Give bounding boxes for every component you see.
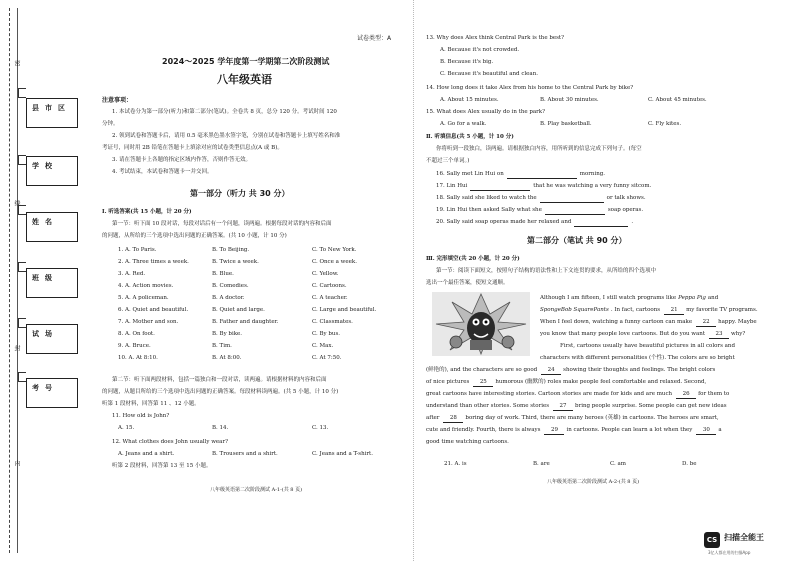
- option[interactable]: 9. A. Bruce.: [118, 343, 151, 349]
- passage-text: good time watching cartoons.: [426, 439, 509, 445]
- option[interactable]: A. Jeans and a shirt.: [118, 451, 175, 457]
- option[interactable]: C. Jeans and a T-shirt.: [312, 451, 374, 457]
- option[interactable]: B. Twice a week.: [212, 259, 259, 265]
- question-11: 11. How old is John?: [112, 413, 170, 419]
- passage-text: showing their thoughts and feelings. The bright colors: [563, 367, 716, 373]
- passage-text: First, cartoons usually have beautiful pictures in all colors and: [560, 343, 735, 349]
- question-text: 20. Sally said soap operas made her relaxed and: [436, 219, 572, 225]
- question-12: 12. What clothes does John usually wear?: [112, 439, 229, 445]
- section2-intro: 第二节：听下面两段材料，包括一篇独白和一段对话，读两遍。请根据材料的内容和后面: [112, 377, 327, 383]
- section3-intro: 第一节：阅读下面短文，按照句子结构的语法性和上下文连贯的要求，从所给的四个选项中: [436, 268, 657, 274]
- seal-char: 内: [13, 460, 20, 466]
- answer-blank[interactable]: [545, 208, 605, 215]
- question-text: morning.: [579, 171, 606, 177]
- passage-text: after: [426, 415, 440, 421]
- section3-intro: 选出一个最佳答案，使短文通顺。: [426, 280, 509, 286]
- question-text: 19. Lin Hui then asked Sally what she: [436, 207, 542, 213]
- passage-text: characters with different personalities (个性). The colors are so bright: [540, 355, 735, 361]
- passage-line: [426, 392, 731, 399]
- section2-title: Ⅱ. 听填信息(共 5 小题，计 10 分): [426, 134, 514, 140]
- section1-intro: 的问题，从所给的三个选项中选出问题的正确答案。(共 10 小题，计 10 分): [102, 233, 287, 239]
- option[interactable]: D. be: [682, 461, 697, 467]
- passage-text: (鲜艳的), and the characters are so good: [426, 367, 538, 373]
- option[interactable]: 6. A. Quiet and beautiful.: [118, 307, 189, 313]
- option[interactable]: C. By bus.: [312, 331, 341, 337]
- question-text: 16. Sally met Lin Hui on: [436, 171, 504, 177]
- passage-line: [540, 356, 737, 362]
- option[interactable]: B. Quiet and large.: [212, 307, 265, 313]
- q13-15-lead: 听第 2 段材料，回答第 13 至 15 小题。: [112, 463, 212, 469]
- option[interactable]: C. Cartoons.: [312, 283, 347, 289]
- field-label-school: 学校: [32, 162, 58, 170]
- option[interactable]: C. am: [610, 461, 627, 467]
- option[interactable]: B. Trousers and a shirt.: [212, 451, 278, 457]
- option[interactable]: 5. A. A policeman.: [118, 295, 169, 301]
- field-label-county: 县市区: [32, 104, 71, 112]
- option[interactable]: 3. A. Red.: [118, 271, 146, 277]
- option[interactable]: 7. A. Mother and son.: [118, 319, 179, 325]
- passage-text: . In fact, cartoons: [610, 307, 661, 313]
- option[interactable]: 1. A. To Paris.: [118, 247, 157, 253]
- passage-line: [426, 428, 724, 435]
- bracket: [18, 262, 26, 272]
- option[interactable]: B. By bike.: [212, 331, 243, 337]
- section3-title: Ⅲ. 完形填空(共 20 小题，计 20 分): [426, 256, 520, 262]
- passage-text: humorous (幽默的) roles make people feel comfortable and relaxed. Second,: [495, 379, 707, 385]
- note-line: 分钟。: [102, 121, 119, 127]
- option[interactable]: A. 15.: [118, 425, 135, 431]
- fill-in-question: [436, 220, 633, 227]
- answer-blank[interactable]: [507, 172, 577, 179]
- subject-title: 八年级英语: [217, 73, 272, 86]
- section2-intro: 的问题，从题目所给的三个选项中选出问题的正确答案。每段材料读两遍。(共 5 小题，计 10 分): [102, 389, 339, 395]
- question-text: 18. Sally said she liked to watch the: [436, 195, 537, 201]
- page-footer: 八年级英语第二次阶段测试 A-2-(共 8 页): [547, 479, 640, 485]
- section2-intro: 你将听到一段独白，读两遍。请根据独白内容，用所听到的信息完成下列句子。(每空: [436, 146, 642, 152]
- answer-blank[interactable]: [574, 220, 628, 227]
- passage-line: [426, 380, 708, 387]
- option[interactable]: C. A teacher.: [312, 295, 348, 301]
- question-text: 17. Lin Hui: [436, 183, 468, 189]
- bracket: [18, 372, 26, 382]
- option[interactable]: B. A doctor.: [212, 295, 245, 301]
- bracket: [18, 155, 26, 165]
- note-line: 3. 请在答题卡上各题的指定区域内作答，否则作答无效。: [112, 157, 251, 163]
- fill-in-question: [436, 196, 646, 203]
- option[interactable]: B. Tim.: [212, 343, 232, 349]
- option[interactable]: B. Blue.: [212, 271, 234, 277]
- passage-text: and: [707, 295, 719, 301]
- passage-line: [426, 440, 511, 446]
- scanner-tagline: 3亿人都在用的扫描App: [708, 550, 751, 555]
- option[interactable]: B. To Beijing.: [212, 247, 250, 253]
- part1-heading: 第一部分（听力 共 30 分）: [190, 189, 290, 198]
- question-13: 13. Why does Alex think Central Park is the best?: [426, 35, 565, 41]
- passage-text: why?: [731, 331, 746, 337]
- option[interactable]: B. are: [533, 461, 550, 467]
- note-line: 4. 考试结束，本试卷和答题卡一并交回。: [112, 169, 213, 175]
- option[interactable]: 2. A. Three times a week.: [118, 259, 189, 265]
- option[interactable]: C. Yellow.: [312, 271, 339, 277]
- field-label-class: 班级: [32, 274, 58, 282]
- option[interactable]: A. Because it's not crowded.: [440, 47, 520, 53]
- exam-title: 2024～2025 学年度第一学期第二次阶段测试: [162, 57, 330, 66]
- option[interactable]: 10. A. At 8:10.: [118, 355, 158, 361]
- question-text: soap operas.: [607, 207, 644, 213]
- section1-intro: 第一节：听下面 10 段对话，每段对话后有一个问题，读两遍。根据每段对话的内容和后面: [112, 221, 332, 227]
- passage-line: [426, 368, 717, 375]
- passage-text: great cartoons have interesting stories. Cartoon stories are made for kids and are much: [426, 391, 673, 397]
- option[interactable]: B. Because it's big.: [440, 59, 494, 65]
- bracket: [18, 88, 26, 98]
- passage-text: of nice pictures: [426, 379, 470, 385]
- cloze-blank[interactable]: 29: [544, 428, 564, 435]
- passage-line: [560, 344, 737, 350]
- passage-line: [540, 320, 759, 327]
- note-line: 考证号，同时用 2B 铅笔在答题卡上填涂对应的试卷类型信息点(A 或 B)。: [102, 145, 283, 151]
- fill-in-question: [436, 184, 651, 191]
- option[interactable]: C. Once a week.: [312, 259, 357, 265]
- passage-text: Peppa Pig: [678, 295, 706, 301]
- passage-text: boring day of work. Third, there are many heroes (英雄) in cartoons. The heroes are smart,: [465, 415, 719, 421]
- option[interactable]: B. At 8:00.: [212, 355, 242, 361]
- cloze-blank[interactable]: 27: [553, 404, 573, 411]
- notes-heading: 注意事项：: [102, 97, 133, 104]
- cloze-blank[interactable]: 23: [709, 332, 729, 339]
- question-15: 15. What does Alex usually do in the park?: [426, 109, 546, 115]
- question-text: or talk shows.: [606, 195, 646, 201]
- passage-text: you know that many people love cartoons. But do you want: [540, 331, 706, 337]
- page-divider: [413, 0, 414, 561]
- passage-text: bring people surprise. Some people can get new ideas: [575, 403, 727, 409]
- option[interactable]: C. Fly kites.: [648, 121, 682, 127]
- passage-text: happy. Maybe: [718, 319, 757, 325]
- scanner-app-name: 扫描全能王: [724, 533, 764, 542]
- binding-strip: [0, 0, 88, 561]
- fill-in-question: [436, 172, 605, 179]
- passage-text: understand than other stories. Some stories: [426, 403, 550, 409]
- passage-text: my favorite TV programs.: [686, 307, 758, 313]
- passage-text: SpongeBob SquarePants: [540, 307, 609, 313]
- passage-text: a: [718, 427, 722, 433]
- section2-intro: 不超过三个单词。): [426, 158, 470, 164]
- option[interactable]: 4. A. Action movies.: [118, 283, 174, 289]
- question-14: 14. How long does it take Alex from his home to the Central Park by bike?: [426, 85, 634, 91]
- cloze-blank[interactable]: 24: [541, 368, 561, 375]
- field-label-room: 试场: [32, 330, 58, 338]
- seal-char: 密: [13, 60, 20, 66]
- cloze-blank[interactable]: 30: [696, 428, 716, 435]
- passage-text: When I feel down, watching a funny cartoon can make: [540, 319, 693, 325]
- answer-blank[interactable]: [470, 184, 530, 191]
- passage-text: for them to: [698, 391, 730, 397]
- section1-title: Ⅰ. 听选答案(共 15 小题，计 20 分): [102, 209, 192, 215]
- seal-char: 封: [13, 345, 20, 351]
- field-label-exam-number: 考号: [32, 384, 58, 392]
- option[interactable]: C. Because it's beautiful and clean.: [440, 71, 538, 77]
- bracket: [18, 318, 26, 328]
- passage-line: [426, 416, 721, 423]
- passage-line: [540, 296, 720, 302]
- cloze-blank[interactable]: 21: [664, 308, 684, 315]
- question-text: .: [631, 219, 634, 225]
- option[interactable]: B. Play basketball.: [540, 121, 592, 127]
- option[interactable]: B. About 30 minutes.: [540, 97, 599, 103]
- part2-heading: 第二部分（笔试 共 90 分）: [527, 236, 627, 245]
- option[interactable]: 21. A. is: [444, 461, 467, 467]
- option[interactable]: C. 13.: [312, 425, 329, 431]
- passage-line: [540, 332, 747, 339]
- cloze-blank[interactable]: 28: [443, 416, 463, 423]
- answer-blank[interactable]: [540, 196, 604, 203]
- option[interactable]: C. At 7:50.: [312, 355, 342, 361]
- fill-in-question: [436, 208, 643, 215]
- note-line: 1. 本试卷分为第一部分(听力)和第二部分(笔试)。全卷共 8 页，总分 120 分。考试时间 120: [112, 109, 337, 115]
- passage-text: Although I am fifteen, I still watch programs like: [540, 295, 677, 301]
- option[interactable]: B. 14.: [212, 425, 229, 431]
- option[interactable]: A. About 15 minutes.: [440, 97, 499, 103]
- option[interactable]: 8. A. On foot.: [118, 331, 155, 337]
- cloze-blank[interactable]: 22: [696, 320, 716, 327]
- cloze-blank[interactable]: 25: [473, 380, 493, 387]
- page-footer: 八年级英语第二次阶段测试 A-1-(共 8 页): [210, 487, 303, 493]
- paper-type: 试卷类型：A: [357, 35, 392, 42]
- option[interactable]: B. Father and daughter.: [212, 319, 279, 325]
- option[interactable]: C. To New York.: [312, 247, 357, 253]
- option[interactable]: B. Comedies.: [212, 283, 249, 289]
- scanner-logo-icon: CS: [704, 532, 720, 548]
- cloze-blank[interactable]: 26: [676, 392, 696, 399]
- note-line: 2. 领到试卷和答题卡后，请用 0.5 毫米黑色墨水签字笔，分别在试卷和答题卡上填写姓名和准: [112, 133, 341, 139]
- option[interactable]: C. About 45 minutes.: [648, 97, 707, 103]
- option[interactable]: C. Large and beautiful.: [312, 307, 377, 313]
- fold-line: [9, 8, 10, 553]
- bracket: [18, 205, 26, 215]
- passage-text: in cartoons. People can learn a lot when they: [566, 427, 693, 433]
- passage-line: [426, 404, 729, 411]
- section2-lead: 听第 1 段材料，回答第 11 、12 小题。: [102, 401, 200, 407]
- question-text: that he was watching a very funny sitcom.: [533, 183, 652, 189]
- option[interactable]: C. Classmates.: [312, 319, 353, 325]
- passage-text: cute and friendly. Fourth, there is always: [426, 427, 541, 433]
- field-label-name: 姓名: [32, 218, 58, 226]
- passage-line: [540, 308, 760, 315]
- seal-char: 线: [13, 200, 20, 206]
- option[interactable]: C. Max.: [312, 343, 334, 349]
- cartoon-illustration: [432, 292, 530, 356]
- option[interactable]: A. Go for a walk.: [440, 121, 487, 127]
